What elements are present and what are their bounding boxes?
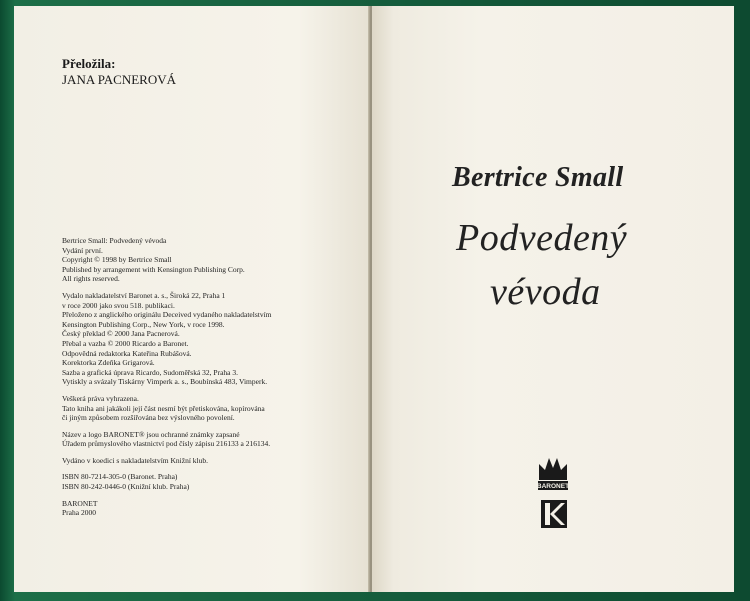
colophon-line: Vydalo nakladatelství Baronet a. s., Široká 22, Praha 1 [62, 290, 226, 300]
colophon-line: Veškerá práva vyhrazena. [62, 393, 139, 403]
colophon-line: BARONET [62, 498, 98, 508]
colophon-line: All rights reserved. [62, 274, 120, 284]
colophon-block-rights [62, 394, 362, 423]
publisher-logo-text: BARONET [536, 483, 570, 490]
colophon-line: Vytiskly a svázaly Tiskárny Vimperk a. s., Boubínská 483, Vimperk. [62, 377, 268, 387]
colophon-block-publisher [62, 291, 362, 387]
colophon-line: Vydání první. [62, 245, 103, 255]
colophon-line: Přeloženo z anglického originálu Deceived vydaného nakladatelstvím [62, 310, 272, 320]
colophon-line: Přebal a vazba © 2000 Ricardo a Baronet. [62, 338, 189, 348]
isbn-line: ISBN 80-242-0446-0 (Knižní klub. Praha) [62, 482, 190, 492]
colophon-line: Odpovědná redaktorka Kateřina Rubášová. [62, 348, 192, 358]
colophon-line: Český překlad © 2000 Jana Pacnerová. [62, 329, 180, 339]
isbn-line: ISBN 80-7214-305-0 (Baronet. Praha) [62, 472, 178, 482]
colophon [62, 236, 362, 525]
translator-name: JANA PACNEROVÁ [62, 72, 177, 87]
colophon-line: Kensington Publishing Corp., New York, v roce 1998. [62, 319, 225, 329]
colophon-line: v roce 2000 jako svou 518. publikaci. [62, 300, 175, 310]
colophon-block-edition [62, 236, 362, 284]
translator-label: Přeložila: [62, 56, 116, 71]
k-monogram-icon [541, 500, 567, 528]
colophon-block-isbn [62, 472, 362, 491]
author-name: Bertrice Small [452, 162, 624, 193]
translator-credit [62, 56, 176, 88]
colophon-line: Praha 2000 [62, 508, 96, 518]
book-title-line1: Podvedený [456, 217, 628, 259]
colophon-block-trademark [62, 430, 362, 449]
colophon-line: Vydáno v koedici s nakladatelstvím Knižní klub. [62, 455, 209, 465]
colophon-line: Bertrice Small: Podvedený vévoda [62, 236, 167, 245]
colophon-block-imprint [62, 499, 362, 518]
colophon-line: Tato kniha ani jakákoli její část nesmí být přetiskována, kopírována [62, 403, 265, 413]
crown-icon [536, 452, 570, 492]
colophon-block-coedition [62, 456, 362, 466]
left-page [14, 6, 370, 592]
colophon-line: či jiným způsobem rozšiřována bez výslovného povolení. [62, 413, 235, 423]
book-title-line2: vévoda [490, 271, 601, 313]
colophon-line: Název a logo BARONET® jsou ochranné známky zapsané [62, 429, 240, 439]
colophon-line: Published by arrangement with Kensington Publishing Corp. [62, 264, 245, 274]
colophon-line: Sazba a grafická úprava Ricardo, Sudoměřská 32, Praha 3. [62, 367, 238, 377]
colophon-line: Úřadem průmyslového vlastnictví pod čísly zápisu 216133 a 216134. [62, 439, 271, 449]
colophon-line: Copyright © 1998 by Bertrice Small [62, 255, 172, 265]
colophon-line: Korektorka Zdeňka Grigarová. [62, 358, 155, 368]
